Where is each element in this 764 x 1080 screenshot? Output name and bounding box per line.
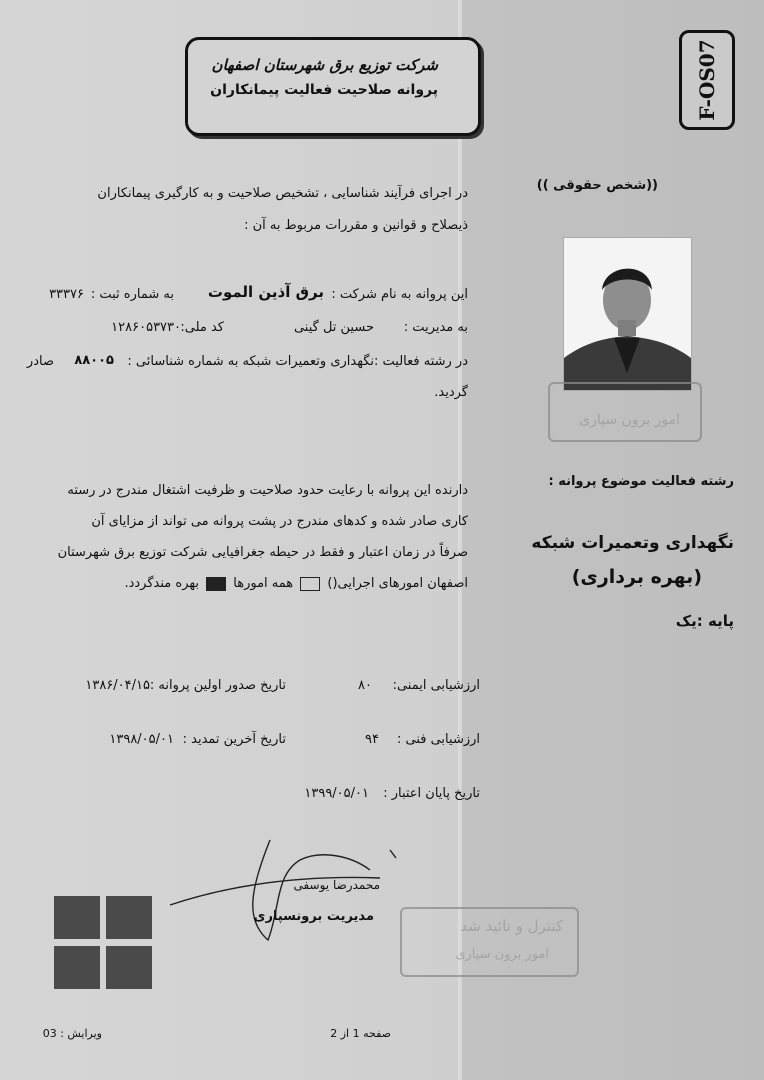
conditions-line-1: دارنده این پروانه با رعایت حدود صلاحیت و ظرفیت اشتغال مندرج در رسته: [67, 483, 468, 498]
page-number: صفحه 1 از 2: [330, 1027, 391, 1040]
activity-subject-line-1: نگهداری وتعمیرات شبکه: [531, 533, 734, 553]
national-id-label: کد ملی:: [180, 320, 224, 335]
applicant-photo: [563, 237, 692, 391]
photo-stamp-text: امور برون سپاری: [579, 412, 680, 428]
verification-stamp-line-2: امور برون سپاری: [455, 947, 549, 962]
issued-word: صادر: [26, 354, 54, 369]
activity-id: ۸۸۰۰۵: [74, 353, 114, 368]
company-name-value: برق آذین الموت: [207, 283, 324, 301]
conditions-line-3: صرفاً در زمان اعتبار و فقط در حیطه جغرافیایی شرکت توزیع برق شهرستان: [57, 545, 468, 560]
expiry-date: ۱۳۹۹/۰۵/۰۱: [304, 786, 369, 801]
manager-name: حسین تل گینی: [293, 320, 374, 335]
first-issue-date: ۱۳۸۶/۰۴/۱۵: [85, 678, 150, 693]
photo-stamp: [548, 382, 702, 442]
last-renewal-label: تاریخ آخرین تمدید :: [182, 732, 286, 747]
activity-subject-line-2: (بهره برداری): [571, 566, 702, 588]
technical-label: ارزشیابی فنی :: [396, 732, 480, 747]
form-code-box: [679, 30, 735, 130]
intro-line-2: ذیصلاح و قوانین و مقررات مربوط به آن :: [244, 218, 468, 233]
revision: ویرایش : 03: [42, 1027, 102, 1040]
activity-line: در رشته فعالیت :نگهداری وتعمیرات شبکه به شماره شناسائی :: [127, 354, 468, 369]
last-renewal-date: ۱۳۹۸/۰۵/۰۱: [109, 732, 174, 747]
benefit-text: بهره مندگردد.: [124, 576, 199, 591]
first-issue-label: تاریخ صدور اولین پروانه :: [149, 678, 286, 693]
verification-stamp: [400, 907, 579, 977]
license-title: پروانه صلاحیت فعالیت پیمانکاران: [210, 82, 438, 98]
header-box: [185, 37, 481, 136]
intro-line-1: در اجرای فرآیند شناسایی ، تشخیص صلاحیت و به کارگیری پیمانکاران: [97, 186, 468, 201]
reg-label: به شماره ثبت :: [90, 287, 174, 302]
safety-score: ۸۰: [358, 678, 372, 693]
form-code: F-OS07: [695, 39, 719, 121]
company-name: شرکت توزیع برق شهرستان اصفهان: [211, 56, 438, 74]
signer-name: محمدرضا یوسفی: [293, 878, 380, 892]
all-units-checkbox[interactable]: [206, 577, 226, 591]
activity-subject-label: رشته فعالیت موضوع پروانه :: [548, 474, 734, 489]
reg-number: ۳۳۳۷۶: [49, 287, 84, 302]
company-logo: [54, 896, 154, 990]
executive-units-close: ): [327, 576, 333, 591]
conditions-line-4: [124, 576, 468, 591]
grade: پایه :یک: [675, 612, 734, 630]
executive-units-label: اصفهان امورهای اجرایی(: [332, 576, 468, 591]
conditions-line-2: کاری صادر شده و کدهای مندرج در پشت پروانه می تواند از مزایای آن: [91, 514, 468, 529]
expiry-label: تاریخ پایان اعتبار :: [383, 786, 480, 801]
executive-units-checkbox[interactable]: [300, 577, 320, 591]
verification-stamp-line-1: کنترل و تائید شد: [460, 917, 563, 935]
national-id: ۱۲۸۶۰۵۳۷۳۰: [111, 320, 181, 335]
manager-label: به مدیریت :: [403, 320, 468, 335]
issued-word-2: گردید.: [434, 385, 468, 400]
safety-label: ارزشیابی ایمنی:: [392, 678, 480, 693]
person-type: ((شخص حقوقی )): [536, 178, 658, 193]
technical-score: ۹۴: [365, 732, 379, 747]
signer-title: مدیریت برونسپاری: [253, 909, 374, 924]
company-label: این پروانه به نام شرکت :: [331, 287, 468, 302]
all-units-label: همه امورها: [233, 576, 294, 591]
